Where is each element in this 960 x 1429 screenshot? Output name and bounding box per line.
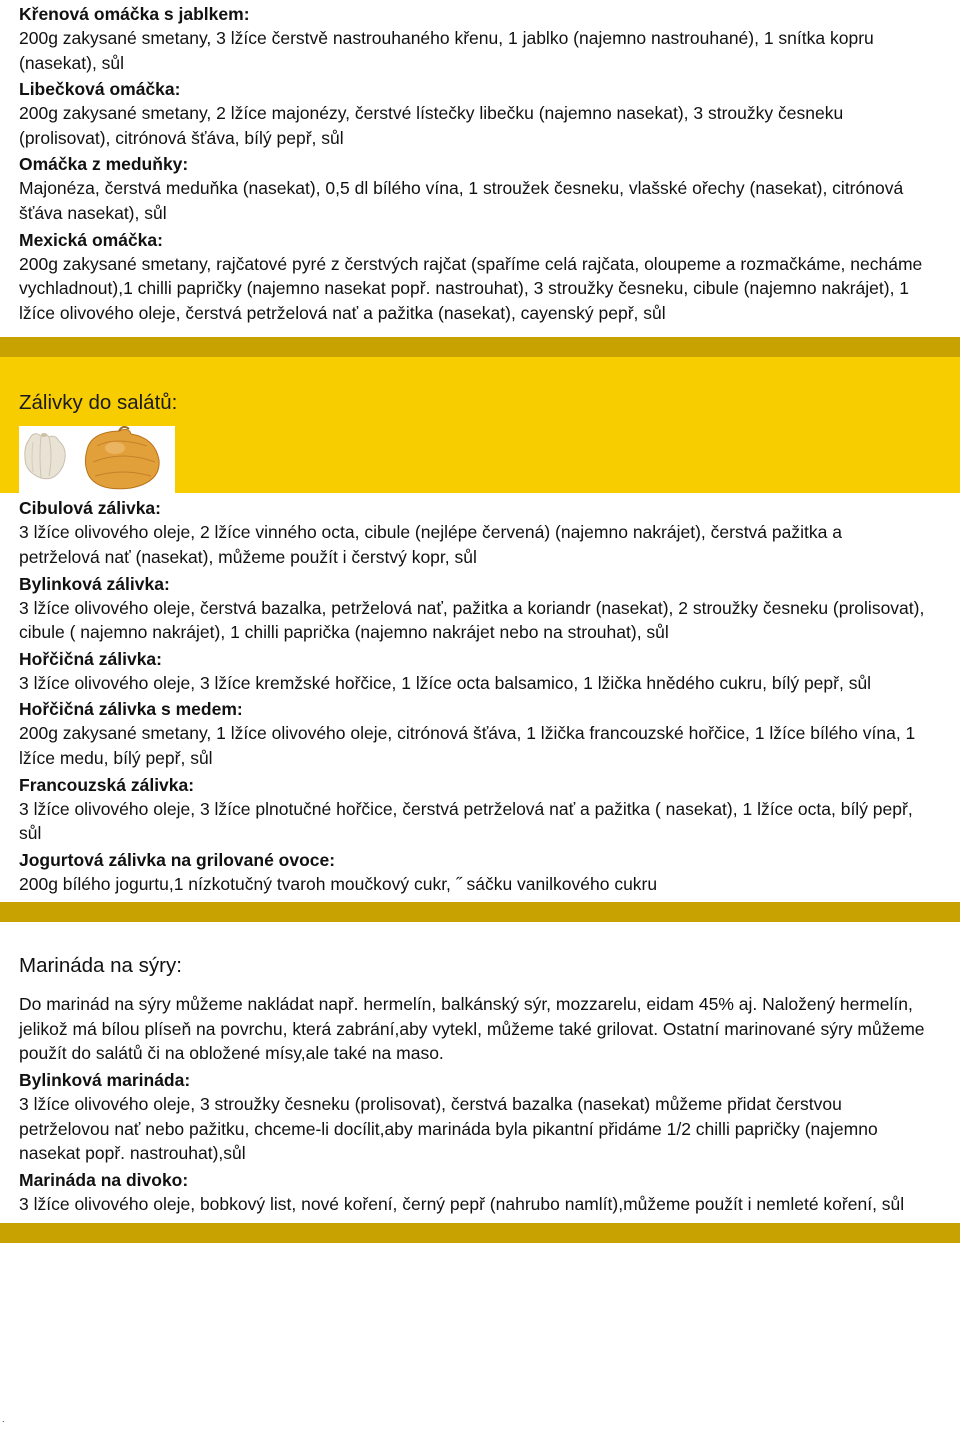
marinade-text: 3 lžíce olivového oleje, bobkový list, nové koření, černý pepř (nahrubo namlít),můžeme použít i nemleté koření, sůl	[19, 1193, 905, 1214]
dressings-list	[0, 493, 960, 902]
dressing-text: 200g zakysané smetany, 1 lžíce olivového oleje, citrónová šťáva, 1 lžička francouzské hořčice, 1 lžíce bílého vína, 1 lžíce medu, bílý pepř, sůl	[19, 723, 916, 768]
dressing-title: Hořčičná zálivka:	[19, 648, 162, 669]
marinades-intro: Do marinád na sýry můžeme nakládat např. hermelín, balkánský sýr, mozzarelu, eidam 45% aj. Naložený hermelín, jelikož má bílou plíseň na povrchu, která zabrání,aby vytekl, můžeme také grilovat. Ostatní marinované sýry můžeme použít do salátů či na obložené mísy,ale také na maso.	[19, 994, 925, 1064]
divider-band	[0, 902, 960, 922]
dressing-text: 200g bílého jogurtu,1 nízkotučný tvaroh moučkový cukr, ˝ sáčku vanilkového cukru	[19, 873, 658, 894]
marinade-text: 3 lžíce olivového oleje, 3 stroužky česneku (prolisovat), čerstvá bazalka (nasekat) můžeme přidat čerstvou petrželovou nať nebo pažitku, chceme-li docílit,aby marináda byla pikantní přidáme 1/2 chilli papričky (najemno nasekat popř. nastrouhat),sůl	[19, 1094, 878, 1164]
marinades-heading: Marináda na sýry:	[19, 954, 182, 978]
vegetables-illustration	[19, 426, 175, 493]
sauce-title: Mexická omáčka:	[19, 229, 163, 250]
salads-section	[0, 357, 960, 493]
divider-band	[0, 1223, 960, 1243]
dressing-title: Cibulová zálivka:	[19, 498, 161, 519]
sauce-title: Omáčka z meduňky:	[19, 154, 189, 175]
dressing-title: Jogurtová zálivka na grilované ovoce:	[19, 849, 336, 870]
sauces-section	[0, 0, 960, 325]
marinade-title: Bylinková marináda:	[19, 1070, 191, 1091]
sauce-text: 200g zakysané smetany, 2 lžíce majonézy, čerstvé lístečky libečku (najemno nasekat), 3 stroužky česneku (prolisovat), citrónová šťáva, bílý pepř, sůl	[19, 103, 844, 148]
divider-band	[0, 337, 960, 357]
salads-heading: Zálivky do salátů:	[19, 391, 178, 415]
sauce-text: 200g zakysané smetany, 3 lžíce čerstvě nastrouhaného křenu, 1 jablko (najemno nastrouhané), 1 snítka kopru (nasekat), sůl	[19, 28, 874, 73]
dressing-title: Hořčičná zálivka s medem:	[19, 699, 243, 720]
dressing-title: Francouzská zálivka:	[19, 774, 195, 795]
marinade-title: Marináda na divoko:	[19, 1169, 189, 1190]
sauce-title: Libečková omáčka:	[19, 79, 181, 100]
dressing-text: 3 lžíce olivového oleje, 3 lžíce plnotučné hořčice, čerstvá petrželová nať a pažitka ( nasekat), 1 lžíce octa, bílý pepř, sůl	[19, 798, 913, 844]
dressing-text: 3 lžíce olivového oleje, 2 lžíce vinného octa, cibule (nejlépe červená) (najemno nakrájet), čerstvá pažitka a petrželová nať (nasekat), můžeme použít i čerstvý kopr, sůl	[19, 522, 842, 567]
dressing-text: 3 lžíce olivového oleje, čerstvá bazalka, petrželová nať, pažitka a koriandr (nasekat), 2 stroužky česneku (prolisovat), cibule ( najemno nakrájet), 1 chilli paprička (najemno nakrájet nebo na strouhat), sůl	[19, 597, 925, 643]
marinades-section	[0, 992, 960, 1223]
dressing-text: 3 lžíce olivového oleje, 3 lžíce kremžské hořčice, 1 lžíce octa balsamico, 1 lžička hnědého cukru, bílý pepř, sůl	[19, 672, 872, 693]
sauce-title: Křenová omáčka s jablkem:	[19, 4, 250, 24]
garlic-onion-image	[19, 426, 175, 493]
footer-mark: .	[2, 1414, 5, 1424]
sauce-text: Majonéza, čerstvá meduňka (nasekat), 0,5 dl bílého vína, 1 stroužek česneku, vlašské ořechy (nasekat), citrónová šťáva nasekat), sůl	[19, 178, 904, 223]
dressing-title: Bylinková zálivka:	[19, 573, 170, 594]
sauce-text: 200g zakysané smetany, rajčatové pyré z čerstvých rajčat (spaříme celá rajčata, oloupeme a rozmačkáme, necháme vychladnout),1 chilli papričky (najemno nasekat popř. nastrouhat), 3 stroužky česneku, cibule (najemno nakrájet), 1 lžíce olivového oleje, čerstvá petrželová nať a pažitka (nasekat), cayenský pepř, sůl	[19, 253, 923, 323]
